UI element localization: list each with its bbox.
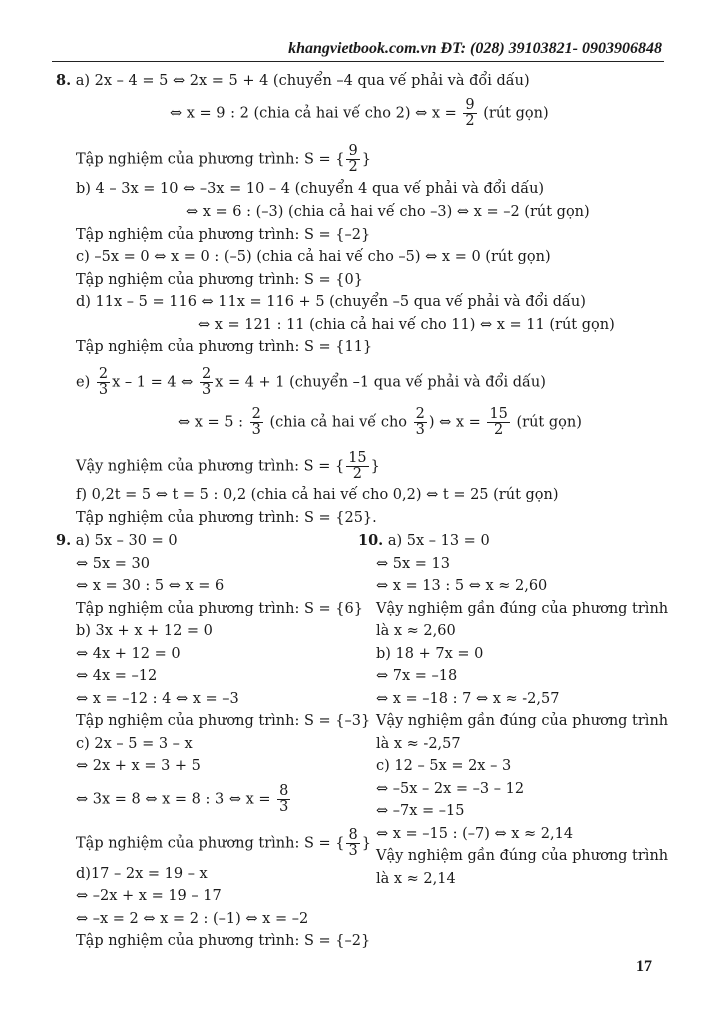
fraction: $\frac{2}{3}$ (251, 406, 261, 438)
fraction: $\frac{15}{2}$ (348, 450, 367, 482)
ex9-line5: b) 3x + x + 12 = 0 (76, 623, 213, 639)
ex10-line10: là x ≈ -2,57 (376, 736, 461, 752)
ex10-line1: 10. a) 5x – 13 = 0 (358, 532, 490, 549)
ex9-line10: c) 2x – 5 = 3 – x (76, 736, 193, 752)
ex10-line3: ⇔ x = 13 : 5 ⇔ x ≈ 2,60 (376, 578, 548, 594)
ex10-line6: b) 18 + 7x = 0 (376, 646, 484, 662)
ex9-line12: ⇔ 3x = 8 ⇔ x = 8 : 3 ⇔ x = $\frac{8}{3}$ (76, 783, 289, 815)
ex8-e-line1: e) $\frac{2}{3}$ x – 1 = 4 ⇔ $\frac{2}{3}$ x = 4 + 1 (chuyển –1 qua vế phải và đổi dấu) (76, 366, 546, 398)
ex9-line14: d)17 – 2x = 19 – x (76, 866, 208, 882)
header-rule (52, 61, 664, 62)
ex10-line13: ⇔ –7x = –15 (376, 803, 465, 819)
ex9-line16: ⇔ –x = 2 ⇔ x = 2 : (–1) ⇔ x = –2 (76, 911, 309, 927)
ex10-line2: ⇔ 5x = 13 (376, 556, 450, 572)
page-header: khangvietbook.com.vn ĐT: (028) 39103821- 0903906848 (288, 40, 662, 57)
ex9-line6: ⇔ 4x + 12 = 0 (76, 646, 181, 662)
ex9-number: 9. (56, 532, 72, 549)
ex9-line13: Tập nghiệm của phương trình: S = { $\frac{8}{3}$ } (76, 827, 371, 859)
fraction: $\frac{8}{3}$ (348, 827, 358, 859)
ex8-e-solution: Vậy nghiệm của phương trình: S = { $\frac{15}{2}$ } (76, 450, 380, 482)
ex10-line16: là x ≈ 2,14 (376, 871, 456, 887)
ex10-line4: Vậy nghiệm gần đúng của phương trình (376, 601, 669, 617)
fraction: $\frac{9}{2}$ (465, 97, 475, 129)
ex10-line9: Vậy nghiệm gần đúng của phương trình (376, 713, 669, 729)
ex10-line7: ⇔ 7x = –18 (376, 668, 458, 684)
ex10-line5: là x ≈ 2,60 (376, 623, 456, 639)
fraction: $\frac{9}{2}$ (348, 143, 358, 175)
fraction: $\frac{15}{2}$ (489, 406, 508, 438)
ex9-line9: Tập nghiệm của phương trình: S = {–3} (76, 713, 371, 729)
fraction: $\frac{8}{3}$ (279, 783, 289, 815)
ex9-line2: ⇔ 5x = 30 (76, 556, 150, 572)
ex8-d-line2: ⇔ x = 121 : 11 (chia cả hai vế cho 11) ⇔ x = 11 (rút gọn) (198, 317, 615, 333)
ex8-c-solution: Tập nghiệm của phương trình: S = {0} (76, 272, 363, 288)
ex9-line7: ⇔ 4x = –12 (76, 668, 158, 684)
ex10-line14: ⇔ x = –15 : (–7) ⇔ x ≈ 2,14 (376, 826, 574, 842)
ex10-line8: ⇔ x = –18 : 7 ⇔ x ≈ -2,57 (376, 691, 560, 707)
ex8-b-line2: ⇔ x = 6 : (–3) (chia cả hai vế cho –3) ⇔ x = –2 (rút gọn) (186, 204, 590, 220)
page-number: 17 (636, 958, 652, 975)
ex10-line11: c) 12 – 5x = 2x – 3 (376, 758, 512, 774)
ex8-a-solution: Tập nghiệm của phương trình: S = { $\frac{9}{2}$ } (76, 143, 371, 175)
ex9-line4: Tập nghiệm của phương trình: S = {6} (76, 601, 363, 617)
ex8-d-solution: Tập nghiệm của phương trình: S = {11} (76, 339, 373, 355)
ex10-number: 10. (358, 532, 384, 549)
ex9-line17: Tập nghiệm của phương trình: S = {–2} (76, 933, 371, 949)
fraction: $\frac{2}{3}$ (201, 366, 212, 398)
ex8-b-line1: b) 4 – 3x = 10 ⇔ –3x = 10 – 4 (chuyển 4 qua vế phải và đổi dấu) (76, 181, 545, 197)
ex8-e-line2: ⇔ x = 5 : $\frac{2}{3}$ (chia cả hai vế cho $\frac{2}{3}$ ) ⇔ x = $\frac{15}{2}$ (rút gọn) (178, 406, 582, 438)
ex8-a-text: a) 2x – 4 = 5 ⇔ 2x = 5 + 4 (chuyển –4 qua vế phải và đổi dấu) (75, 73, 530, 89)
ex8-b-solution: Tập nghiệm của phương trình: S = {–2} (76, 227, 371, 243)
ex8-number: 8. (56, 72, 72, 89)
ex8-f-line1: f) 0,2t = 5 ⇔ t = 5 : 0,2 (chia cả hai vế cho 0,2) ⇔ t = 25 (rút gọn) (76, 487, 559, 503)
ex10-line15: Vậy nghiệm gần đúng của phương trình (376, 848, 669, 864)
ex8-a-line2: ⇔ x = 9 : 2 (chia cả hai vế cho 2) ⇔ x = $\frac{9}{2}$ (rút gọn) (170, 97, 549, 129)
ex9-line15: ⇔ –2x + x = 19 – 17 (76, 888, 222, 904)
fraction: $\frac{2}{3}$ (98, 366, 109, 398)
ex9-line8: ⇔ x = –12 : 4 ⇔ x = –3 (76, 691, 239, 707)
ex8-d-line1: d) 11x – 5 = 116 ⇔ 11x = 116 + 5 (chuyển –5 qua vế phải và đổi dấu) (76, 294, 586, 310)
ex9-line1: 9. a) 5x – 30 = 0 (56, 532, 178, 549)
fraction: $\frac{2}{3}$ (415, 406, 425, 438)
ex9-line11: ⇔ 2x + x = 3 + 5 (76, 758, 201, 774)
ex8-a-line1 (56, 72, 530, 90)
ex9-line3: ⇔ x = 30 : 5 ⇔ x = 6 (76, 578, 225, 594)
ex10-line12: ⇔ –5x – 2x = –3 – 12 (376, 781, 525, 797)
ex8-c-line1: c) –5x = 0 ⇔ x = 0 : (–5) (chia cả hai vế cho –5) ⇔ x = 0 (rút gọn) (76, 249, 551, 265)
ex8-f-solution: Tập nghiệm của phương trình: S = {25}. (76, 510, 377, 526)
